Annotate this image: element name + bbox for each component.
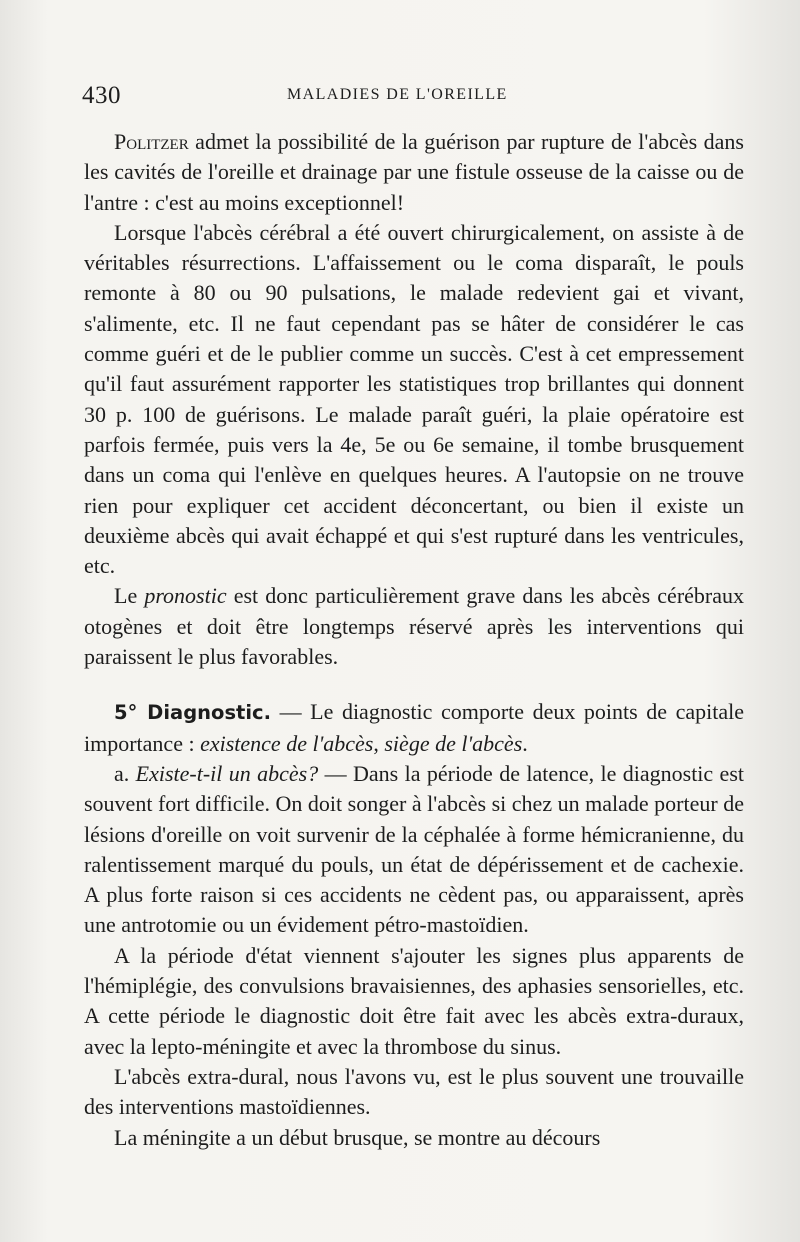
section-diagnostic: 5° Diagnostic. — Le diagnostic comporte deux points de capitale importance : existence de l'abcès, siège de l'abcès. <box>84 699 745 756</box>
paragraph-periode-etat: A la période d'état viennent s'ajouter les signes plus apparents de l'hémiplégie, des convulsions bravaisiennes, des aphasies sensorielles, etc. A cette période le diagnostic doit être fait avec les abcès extra-duraux, avec la lepto-méningite et avec la thrombose du sinus. <box>84 942 744 1059</box>
running-title: MALADIES DE L'OREILLE <box>287 86 508 103</box>
paragraph-abces-extra-dural: L'abcès extra-dural, nous l'avons vu, est le plus souvent une trouvaille des interventions mastoïdiennes. <box>84 1063 744 1120</box>
section-gap <box>84 672 744 697</box>
page-number: 430 <box>82 82 121 109</box>
body-text <box>84 127 744 1153</box>
paragraph-resurrections: Lorsque l'abcès cérébral a été ouvert chirurgicalement, on assiste à de véritables résurrections. L'affaissement ou le coma disparaît, le pouls remonte à 80 ou 90 pulsations, le malade redevient gai et vivant, s'alimente, etc. Il ne faut cependant pas se hâter de considérer le cas comme guéri et de le publier comme un succès. C'est à cet empressement qu'il faut assurément rapporter les statistiques trop brillantes qui donnent 30 p. 100 de guérisons. Le malade paraît guéri, la plaie opératoire est parfois fermée, puis vers la 4e, 5e ou 6e semaine, il tombe brusquement dans un coma qui l'enlève en quelques heures. A l'autopsie on ne trouve rien pour expliquer cet accident déconcertant, ou bien il existe un deuxième abcès qui avait échappé et qui s'est rupturé dans les ventricules, etc. <box>84 219 744 579</box>
paragraph-meningite: La méningite a un début brusque, se montre au décours <box>114 1124 601 1150</box>
paragraph-politzer: Politzer admet la possibilité de la guérison par rupture de l'abcès dans les cavités de l'oreille et drainage par une fistule osseuse de la caisse ou de l'antre : c'est au moins exceptionnel! <box>84 129 744 215</box>
running-head <box>82 82 742 112</box>
paragraph-existe-abces: a. Existe-t-il un abcès? — Dans la période de latence, le diagnostic est souvent fort difficile. On doit songer à l'abcès si chez un malade porteur de lésions d'oreille on voit survenir de la céphalée à forme hémicranienne, du ralentissement marqué du pouls, un état de dépérissement et de cachexie. A plus forte raison si ces accidents ne cèdent pas, ou apparaissent, après une antrotomie ou un évidement pétro-mastoïdien. <box>84 760 744 938</box>
section-title: 5° Diagnostic. <box>114 701 272 725</box>
author-name: Politzer <box>114 129 189 154</box>
paragraph-pronostic: Le pronostic est donc particulièrement grave dans les abcès cérébraux otogènes et doit être longtemps réservé après les interventions qui paraissent le plus favorables. <box>84 583 744 670</box>
